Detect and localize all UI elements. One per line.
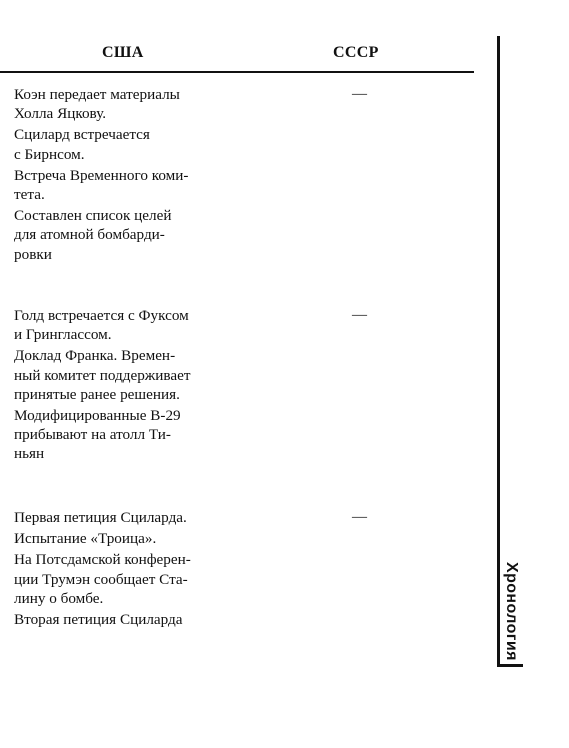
- row-3-ussr-entry: —: [352, 509, 367, 525]
- usa-entry: Доклад Франка. Времен- ный комитет поддерживает принятые ранее решения.: [14, 347, 191, 403]
- row-2-usa-entries: [14, 306, 244, 466]
- usa-entry: Составлен список целей для атомной бомбарди- ровки: [14, 207, 172, 263]
- column-header-usa: США: [102, 44, 144, 61]
- row-3-usa-entries: [14, 508, 244, 631]
- row-2-ussr-entry: —: [352, 307, 367, 323]
- side-rule: [497, 36, 500, 664]
- usa-entry: Испытание «Троица».: [14, 530, 157, 548]
- header-rule: [0, 71, 474, 73]
- usa-entry: Встреча Временного коми- тета.: [14, 166, 189, 204]
- usa-entry: На Потсдамской конферен- ции Трумэн сообщает Ста- лину о бомбе.: [14, 551, 191, 607]
- section-side-label: Хронология: [503, 562, 520, 661]
- column-header-ussr: СССР: [333, 44, 379, 61]
- usa-entry: Голд встречается с Фуксом и Гринглассом.: [14, 307, 189, 344]
- usa-entry: Вторая петиция Сциларда: [14, 611, 183, 629]
- usa-entry: Сцилард встречается с Бирнсом.: [14, 126, 150, 163]
- usa-entry: Первая петиция Сциларда.: [14, 509, 187, 526]
- row-1-ussr-entry: —: [352, 86, 367, 102]
- side-rule-bottom: [497, 664, 523, 667]
- row-1-usa-entries: [14, 85, 244, 266]
- usa-entry: Коэн передает материалы Холла Яцкову.: [14, 86, 180, 123]
- usa-entry: Модифицированные В-29 прибывают на атолл Ти- ньян: [14, 407, 181, 463]
